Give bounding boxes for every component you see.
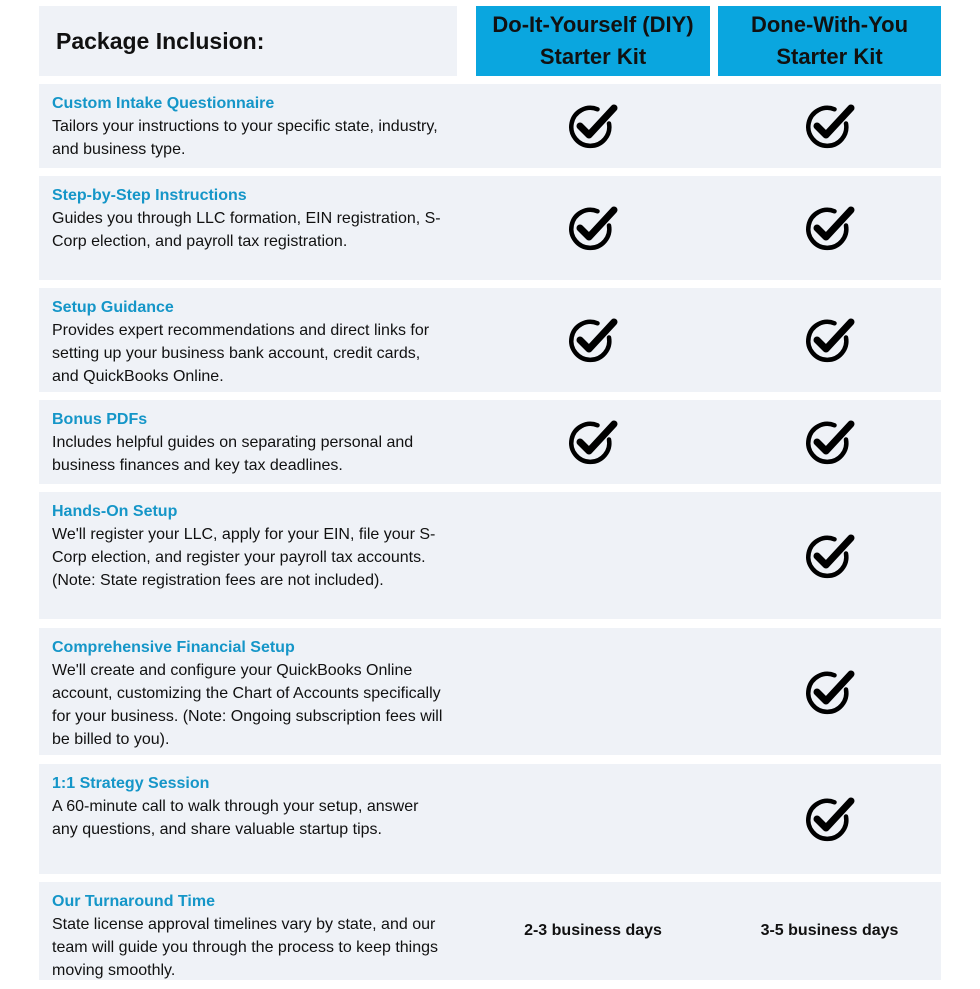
feature-title: 1:1 Strategy Session (52, 775, 210, 792)
dwy-header-line1: Done-With-You (750, 12, 909, 37)
check-circle-icon (804, 205, 856, 251)
check-circle-icon (567, 205, 619, 251)
feature-description: Guides you through LLC formation, EIN registration, S-Corp election, and payroll tax registration. (52, 210, 441, 250)
check-circle-icon (804, 103, 856, 149)
feature-title: Custom Intake Questionnaire (52, 95, 275, 112)
dwy-cell (718, 492, 941, 619)
check-circle-icon (804, 533, 856, 579)
feature-row (39, 492, 941, 619)
check-circle-icon (567, 419, 619, 465)
check-circle-icon (804, 317, 856, 363)
feature-title: Setup Guidance (52, 299, 174, 316)
diy-cell (476, 84, 710, 168)
feature-row (39, 628, 941, 755)
feature-description: We'll register your LLC, apply for your EIN, file your S-Corp election, and register your payroll tax accounts. (Note: State registration fees are not included). (52, 526, 436, 589)
diy-turnaround-time: 2-3 business days (524, 922, 662, 939)
dwy-cell (718, 84, 941, 168)
feature-row (39, 176, 941, 280)
feature-title: Our Turnaround Time (52, 893, 215, 910)
diy-cell (476, 764, 710, 874)
check-circle-icon (567, 317, 619, 363)
check-circle-icon (804, 796, 856, 842)
feature-row (39, 400, 941, 484)
dwy-header-line2: Starter Kit (776, 44, 883, 69)
diy-cell (476, 492, 710, 619)
feature-row (39, 84, 941, 168)
feature-title: Hands-On Setup (52, 503, 178, 520)
feature-description: Provides expert recommendations and direct links for setting up your business bank account, credit cards, and QuickBooks Online. (52, 322, 430, 385)
dwy-cell (718, 628, 941, 755)
package-inclusion-header (39, 6, 457, 76)
feature-description: State license approval timelines vary by state, and our team will guide you through the process to keep things moving smoothly. (52, 916, 439, 979)
turnaround-row (39, 882, 941, 980)
feature-description: Tailors your instructions to your specific state, industry, and business type. (52, 118, 438, 158)
check-circle-icon (804, 419, 856, 465)
diy-header-line2: Starter Kit (539, 44, 647, 69)
feature-description: A 60-minute call to walk through your setup, answer any questions, and share valuable startup tips. (52, 798, 419, 838)
dwy-turnaround-time: 3-5 business days (760, 922, 899, 939)
diy-turnaround-cell (476, 882, 710, 980)
feature-description: Includes helpful guides on separating personal and business finances and key tax deadlines. (52, 434, 414, 474)
check-circle-icon (804, 669, 856, 715)
diy-cell (476, 628, 710, 755)
feature-description: We'll create and configure your QuickBooks Online account, customizing the Chart of Accounts specifically for your business. (Note: Ongoing subscription fees will be billed to you). (52, 662, 443, 748)
feature-title: Comprehensive Financial Setup (52, 639, 295, 656)
feature-title: Bonus PDFs (52, 411, 148, 428)
dwy-turnaround-cell (718, 882, 941, 980)
dwy-cell (718, 764, 941, 874)
diy-column-header (476, 6, 710, 76)
dwy-column-header (718, 6, 941, 76)
dwy-cell (718, 400, 941, 484)
diy-cell (476, 400, 710, 484)
feature-row (39, 764, 941, 874)
dwy-cell (718, 176, 941, 280)
dwy-cell (718, 288, 941, 392)
diy-cell (476, 176, 710, 280)
diy-header-line1: Do-It-Yourself (DIY) (492, 12, 694, 37)
check-circle-icon (567, 103, 619, 149)
package-inclusion-label: Package Inclusion: (56, 27, 265, 54)
diy-cell (476, 288, 710, 392)
feature-row (39, 288, 941, 392)
feature-title: Step-by-Step Instructions (52, 187, 247, 204)
